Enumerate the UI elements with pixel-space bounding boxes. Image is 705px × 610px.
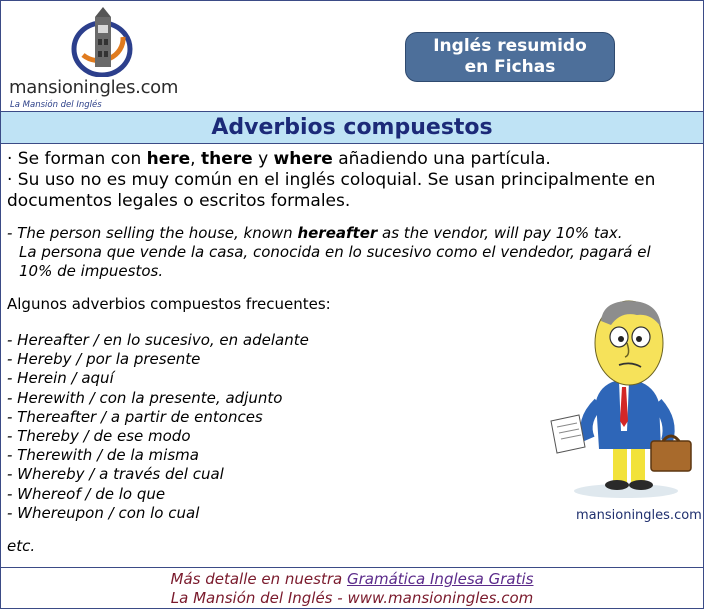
keyword-here: here: [146, 149, 191, 169]
intro-line-1: [7, 149, 699, 170]
list-item: - Herewith / con la presente, adjunto: [7, 388, 283, 407]
intro-text: añadiendo una partícula.: [332, 149, 551, 169]
badge-line1: Inglés resumido: [433, 36, 587, 56]
header: [1, 1, 703, 111]
example-block: [7, 224, 699, 281]
intro-text: · Se forman con: [7, 149, 147, 169]
list-item: - Whereof / de lo que: [7, 484, 166, 503]
grammar-link[interactable]: Gramática Inglesa Gratis: [346, 570, 534, 588]
businessman-illustration: [541, 291, 701, 501]
keyword-where: where: [273, 149, 333, 169]
footer-line-1: [1, 570, 703, 589]
list-item: - Thereby / de ese modo: [7, 426, 191, 445]
footer-text: Más detalle en nuestra: [170, 570, 347, 588]
footer-line-2: La Mansión del Inglés - www.mansioningles.com: [170, 589, 534, 607]
list-item: - Whereupon / con lo cual: [7, 503, 200, 522]
illustration-caption: mansioningles.com: [576, 508, 702, 523]
logo-tagline: La Mansión del Inglés: [10, 100, 102, 110]
example-keyword: hereafter: [297, 224, 378, 242]
intro: [7, 149, 699, 212]
example-spanish: La persona que vende la casa, conocida en lo sucesivo como el vendedor, pagará el 10% de impuestos.: [19, 243, 651, 280]
list-item: - Therewith / de la misma: [7, 446, 199, 465]
logo-name: mansioningles.com: [9, 77, 179, 98]
series-badge: [405, 32, 615, 82]
list-item: - Whereby / a través del cual: [7, 465, 224, 484]
page-title: Adverbios compuestos: [211, 115, 493, 140]
example-english: [7, 224, 699, 243]
list-item: - Thereafter / a partir de entonces: [7, 407, 263, 426]
keyword-there: there: [200, 149, 253, 169]
list-heading: Algunos adverbios compuestos frecuentes:: [7, 295, 331, 313]
list-item: - Hereafter / en lo sucesivo, en adelante: [7, 331, 309, 349]
example-text: - The person selling the house, known: [7, 224, 298, 242]
intro-text: y: [252, 149, 274, 169]
badge-line2: en Fichas: [464, 57, 556, 77]
list-item: - Herein / aquí: [7, 369, 114, 388]
list-item: - Hereby / por la presente: [7, 350, 201, 369]
tower-logo-icon: [69, 7, 139, 77]
example-text: as the vendor, will pay 10% tax.: [377, 224, 623, 242]
intro-text: ,: [190, 149, 201, 169]
title-band: [1, 111, 703, 144]
intro-line-2: · Su uso no es muy común en el inglés coloquial. Se usan principalmente en documentos legales o escritos formales.: [7, 170, 656, 211]
site-logo[interactable]: [9, 7, 209, 110]
footer: [1, 567, 703, 609]
etc-text: etc.: [7, 536, 36, 555]
